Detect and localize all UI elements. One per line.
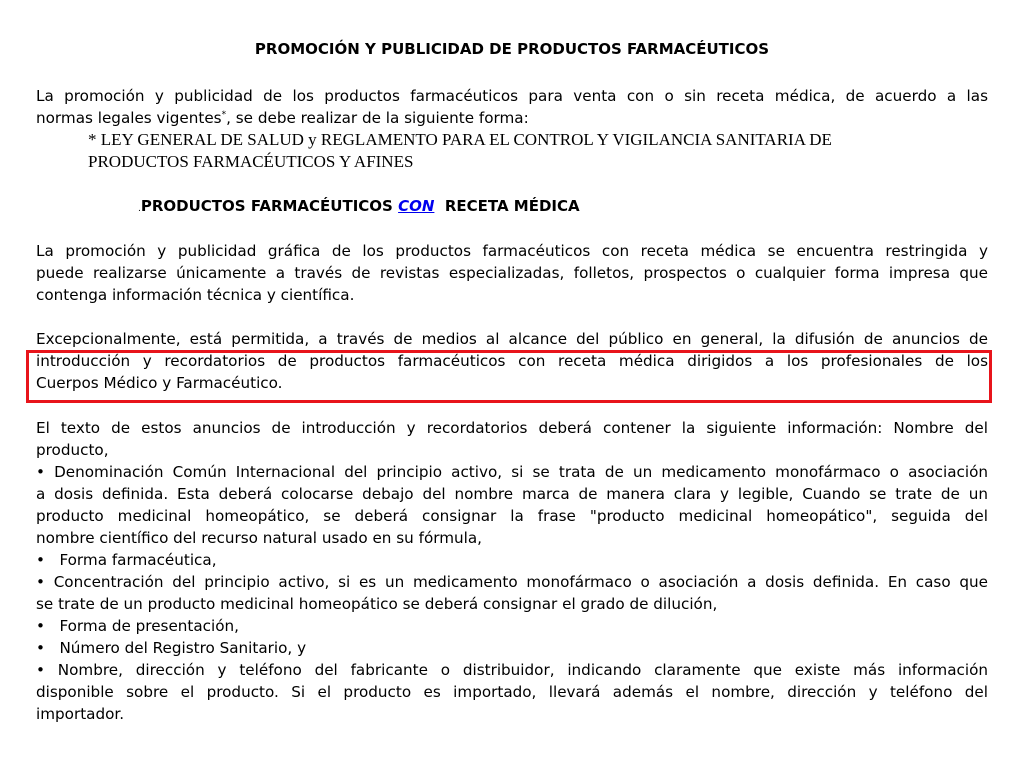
list-item: • Nombre, dirección y teléfono del fabricante o distribuidor, indicando claramente que existe más información: [36, 661, 988, 679]
text-line: El texto de estos anuncios de introducción y recordatorios deberá contener la siguiente información: Nombre del: [36, 419, 988, 437]
highlight-box: [26, 350, 992, 403]
text-line: importador.: [36, 705, 125, 723]
text-line: a dosis definida. Esta deberá colocarse debajo del nombre marca de manera clara y legible, Cuando se trate de un: [36, 485, 988, 503]
text-line: disponible sobre el producto. Si el producto es importado, llevará además el nombre, dirección y teléfono del: [36, 683, 988, 701]
text-line: La promoción y publicidad gráfica de los productos farmacéuticos con receta médica se encuentra restringida y: [36, 242, 988, 260]
paragraph-4: [36, 417, 988, 725]
text-line: Cuerpos Médico y Farmacéutico.: [36, 374, 283, 392]
text: PRODUCTOS FARMACÉUTICOS: [140, 197, 399, 215]
list-item: • Denominación Común Internacional del principio activo, si se trata de un medicamento monofármaco o asociación: [36, 463, 988, 481]
intro-paragraph: [36, 85, 988, 129]
list-item: • Concentración del principio activo, si es un medicamento monofármaco o asociación a dosis definida. En caso que: [36, 573, 988, 591]
text-line: se trate de un producto medicinal homeopático se deberá consignar el grado de dilución,: [36, 595, 718, 613]
text-line: producto,: [36, 441, 109, 459]
text-line: [36, 107, 988, 129]
bullet-dot: .: [138, 204, 141, 214]
list-item: • Forma de presentación,: [36, 617, 239, 635]
text-line: contenga información técnica y científica.: [36, 286, 355, 304]
list-item: • Número del Registro Sanitario, y: [36, 639, 307, 657]
text-line: * LEY GENERAL DE SALUD y REGLAMENTO PARA EL CONTROL Y VIGILANCIA SANITARIA DE: [88, 130, 832, 149]
text-line: producto medicinal homeopático, se deberá consignar la frase "producto medicinal homeopático", seguida del: [36, 507, 988, 525]
text: , se debe realizar de la siguiente forma:: [226, 109, 529, 127]
text-line: puede realizarse únicamente a través de revistas especializadas, folletos, prospectos o cualquier forma impresa que: [36, 264, 988, 282]
text-line: PRODUCTOS FARMACÉUTICOS Y AFINES: [88, 152, 414, 171]
text-line: Excepcionalmente, está permitida, a través de medios al alcance del público en general, la difusión de anuncios de: [36, 330, 988, 348]
emphasis-con: CON: [398, 197, 435, 215]
section-heading: [138, 195, 580, 220]
legal-reference-note: [88, 129, 832, 173]
footnote-mark: *: [221, 109, 227, 120]
paragraph-2: [36, 240, 988, 306]
text: RECETA MÉDICA: [434, 197, 580, 215]
text-line: nombre científico del recurso natural usado en su fórmula,: [36, 529, 482, 547]
text-line: La promoción y publicidad de los productos farmacéuticos para venta con o sin receta médica, de acuerdo a las: [36, 87, 988, 105]
text-line: introducción y recordatorios de productos farmacéuticos con receta médica dirigidos a los profesionales de los: [36, 352, 988, 370]
page-title: PROMOCIÓN Y PUBLICIDAD DE PRODUCTOS FARMACÉUTICOS: [254, 40, 770, 58]
list-item: • Forma farmacéutica,: [36, 551, 217, 569]
text: normas legales vigentes: [36, 109, 222, 127]
